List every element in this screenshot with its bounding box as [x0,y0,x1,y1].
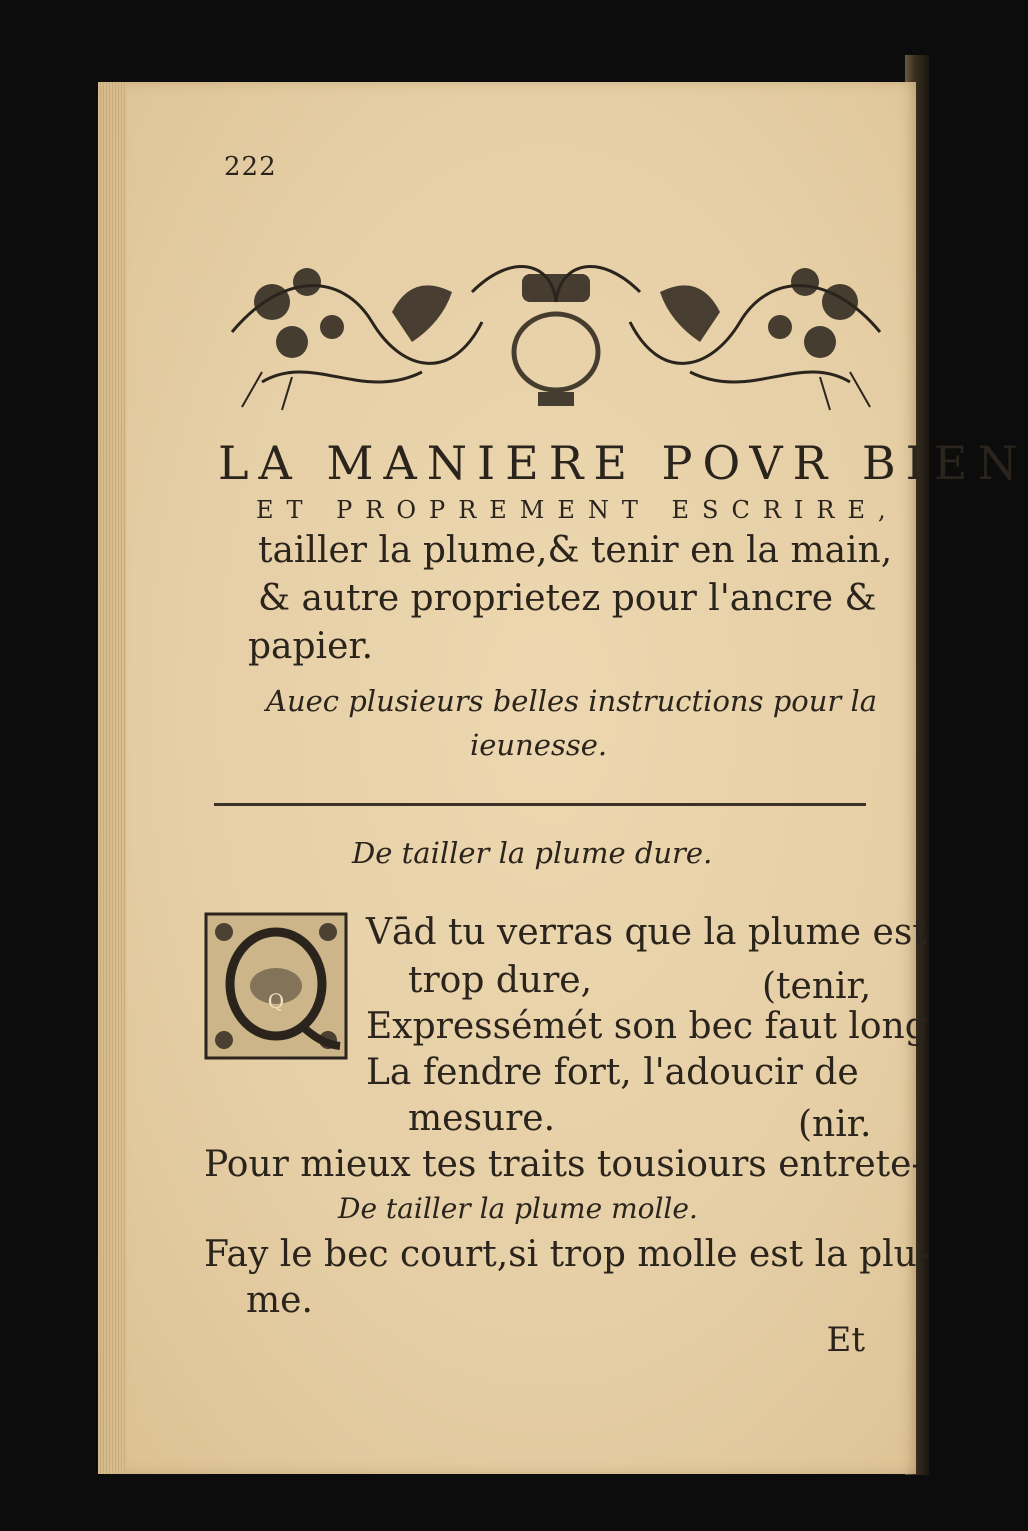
verse-line: Fay le bec court,si trop molle est la plu- [204,1234,930,1275]
verse-line: trop dure, [408,960,593,1001]
subtitle-line: ieunesse. [470,728,608,762]
divider-rule [214,803,866,806]
verse-line: La fendre fort, l'adoucir de [366,1052,859,1093]
title-line-1: LA MANIERE POVR BIEN [218,436,1028,490]
page-number: 222 [224,152,277,182]
verse-line-turnover: (nir. [798,1104,872,1145]
page-edges [98,82,126,1474]
initial-letter: Q [267,989,285,1013]
title-body-line: tailler la plume,& tenir en la main, [258,530,893,571]
verse-line: Vād tu verras que la plume est [366,912,927,953]
verse-line: mesure. [408,1098,556,1139]
title-line-2: ET PROPREMENT ESCRIRE, [256,496,899,524]
headpiece-ornament [222,232,890,414]
verse-line: me. [246,1280,313,1321]
decorated-initial [204,912,348,1060]
section-heading: De tailler la plume molle. [338,1192,698,1225]
subtitle-line: Auec plusieurs belles instructions pour la [266,684,878,718]
title-body-line: & autre proprietez pour l'ancre & [258,578,877,619]
verse-line: Pour mieux tes traits tousiours entrete- [204,1144,924,1185]
catchword: Et [826,1320,865,1360]
title-body-line: papier. [248,626,374,667]
section-heading: De tailler la plume dure. [352,836,713,870]
verse-line: Expressémét son bec faut long [366,1006,928,1047]
verse-line-turnover: (tenir, [762,966,872,1007]
